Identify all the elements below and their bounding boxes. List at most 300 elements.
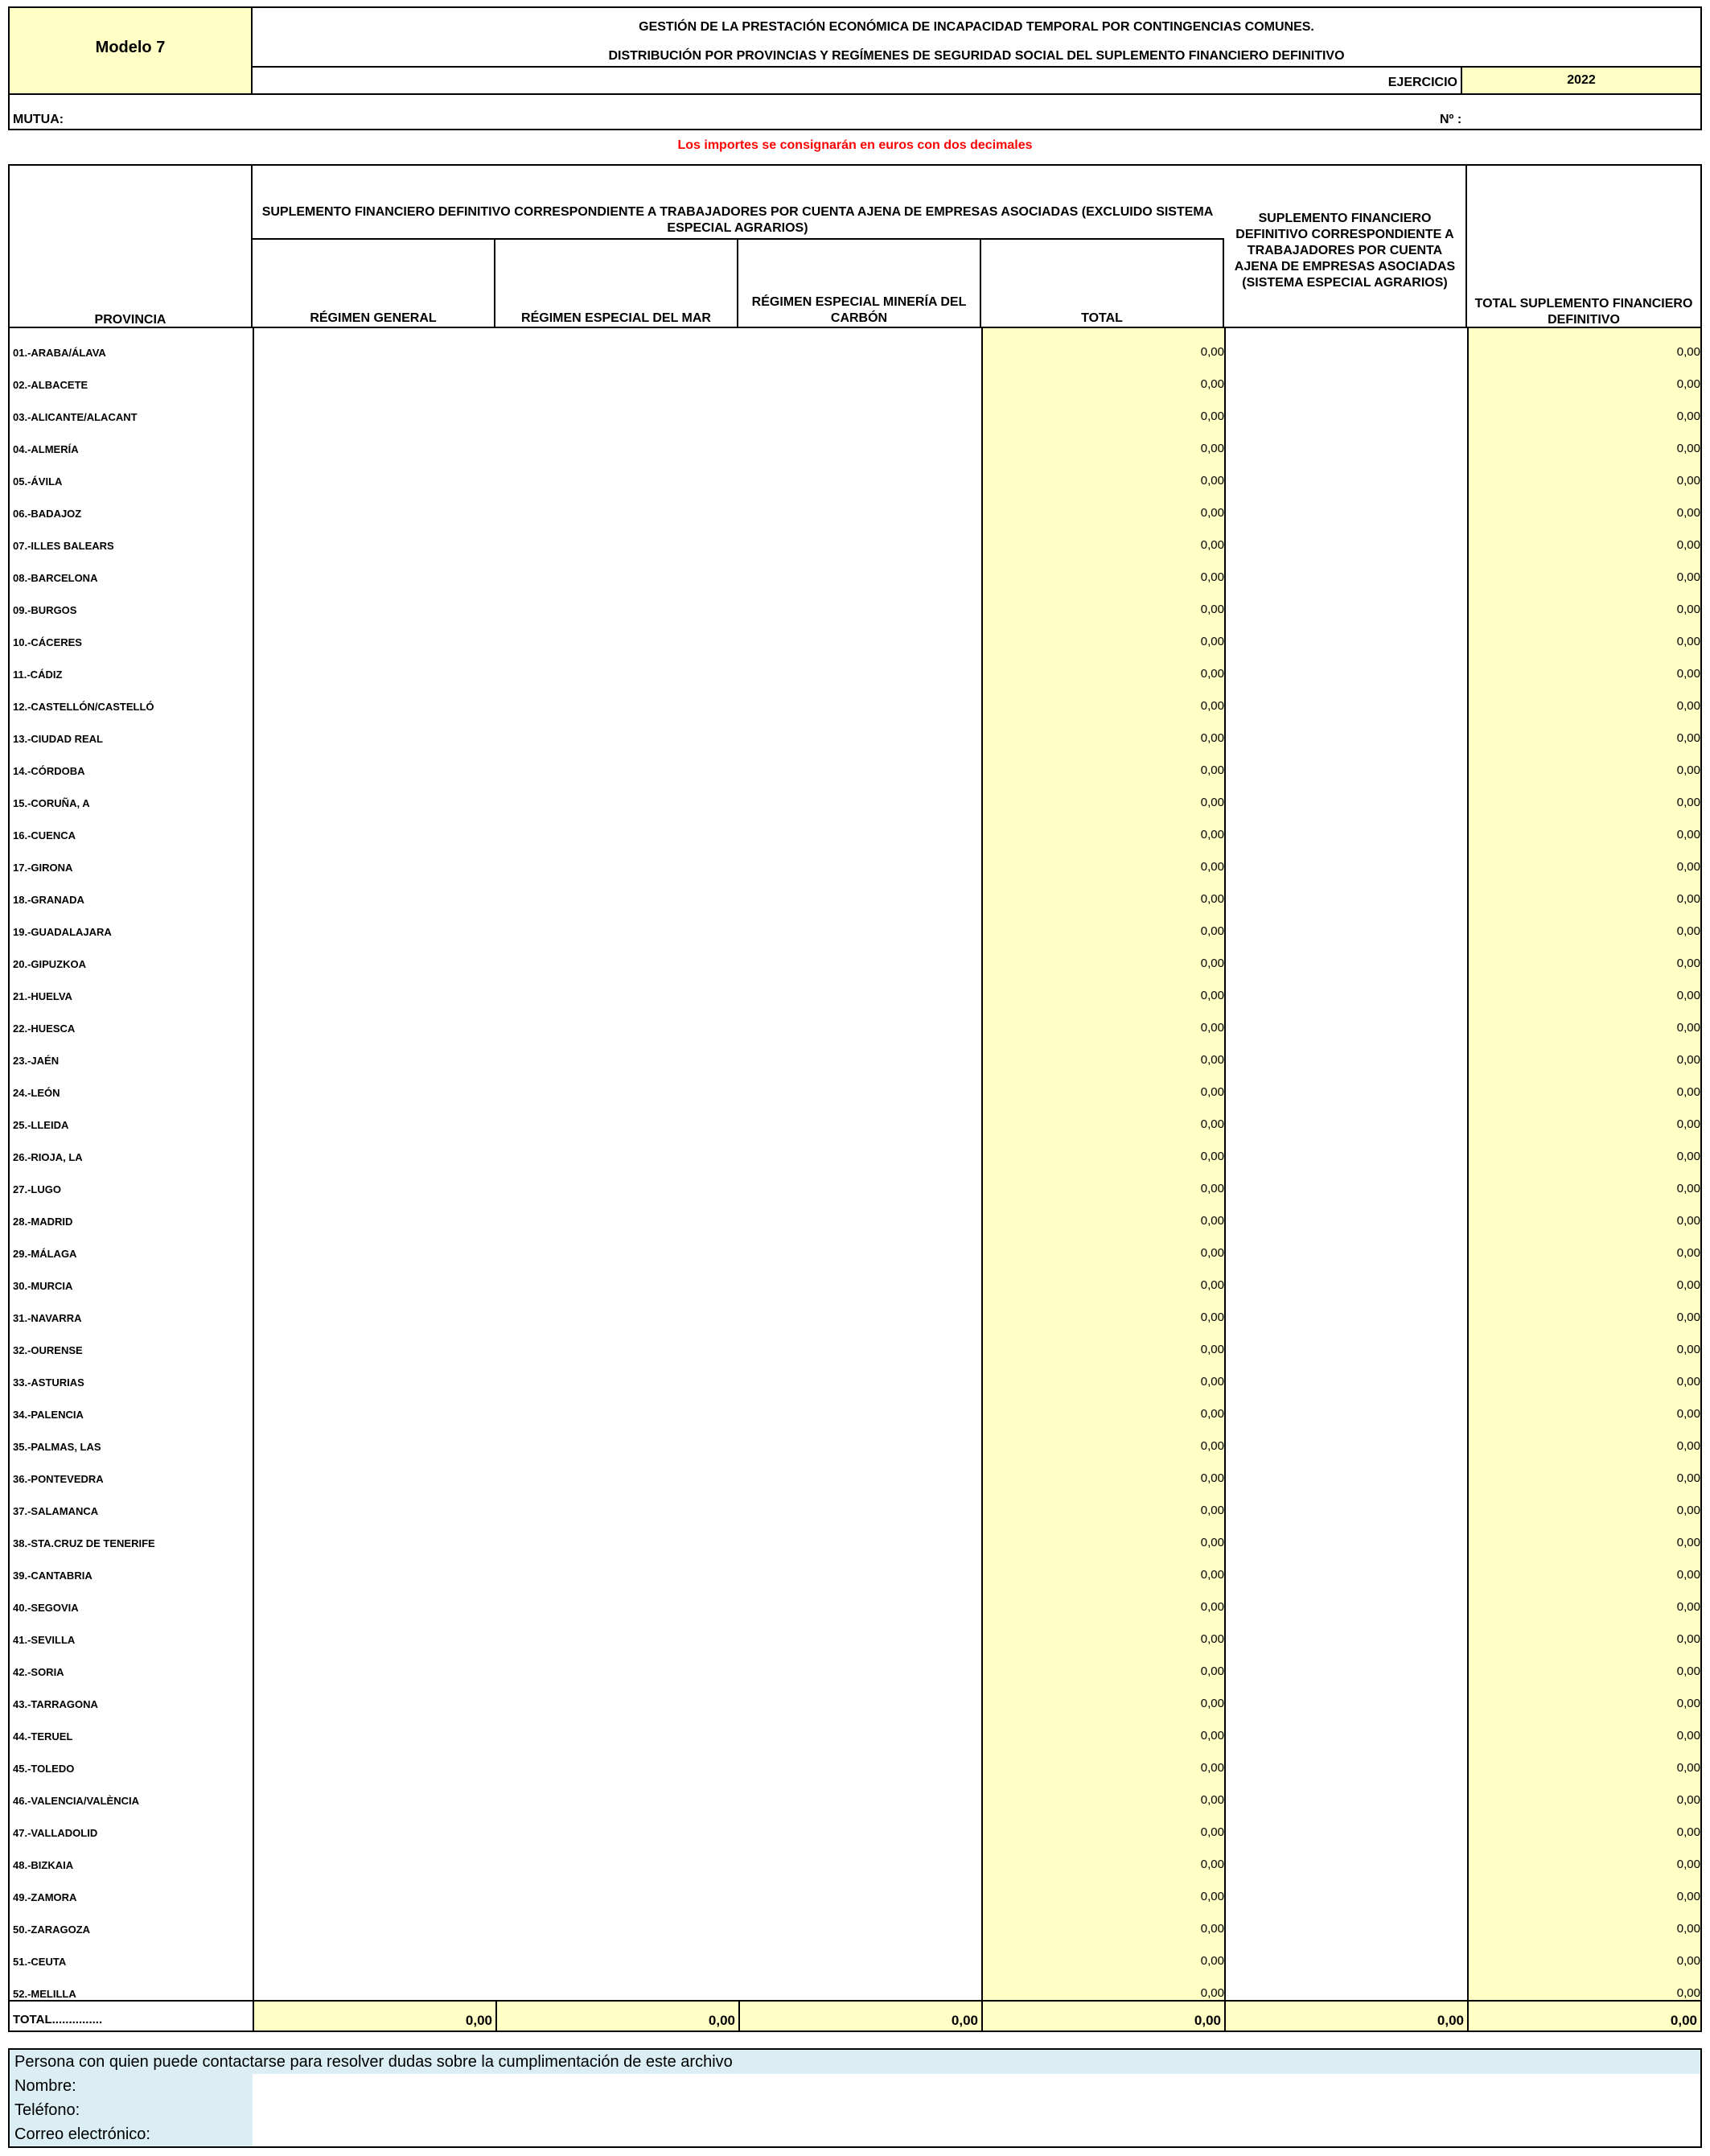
regimen-mineria-cell[interactable] — [740, 1358, 980, 1390]
regimen-general-cell[interactable] — [254, 1261, 494, 1294]
regimen-mar-cell[interactable] — [497, 553, 737, 586]
regimen-general-cell[interactable] — [254, 1390, 494, 1422]
regimen-general-cell[interactable] — [254, 1358, 494, 1390]
agrarios-cell[interactable] — [1226, 1969, 1465, 2002]
total-suplemento-cell: 0,00 — [1676, 1600, 1700, 1614]
regimen-mar-cell[interactable] — [497, 360, 737, 393]
regimen-general-cell[interactable] — [254, 1648, 494, 1680]
regimen-mineria-cell[interactable] — [740, 779, 980, 811]
provincia-cell: 39.-CANTABRIA — [13, 1570, 92, 1582]
regimen-mar-cell[interactable] — [497, 1422, 737, 1454]
agrarios-cell[interactable] — [1226, 1648, 1465, 1680]
regimen-general-cell[interactable] — [254, 1165, 494, 1197]
total-suplemento-cell: 0,00 — [1676, 1793, 1700, 1807]
total-suplemento-cell: 0,00 — [1676, 442, 1700, 455]
agrarios-cell[interactable] — [1226, 1133, 1465, 1165]
regimen-mar-cell[interactable] — [497, 1841, 737, 1873]
total-cell: 0,00 — [1200, 1471, 1224, 1485]
agrarios-cell[interactable] — [1226, 1615, 1465, 1648]
table-row — [10, 1165, 1702, 1197]
agrarios-cell[interactable] — [1226, 1326, 1465, 1358]
regimen-general-cell[interactable] — [254, 1905, 494, 1937]
regimen-general-cell[interactable] — [254, 1873, 494, 1905]
agrarios-cell[interactable] — [1226, 618, 1465, 650]
agrarios-cell[interactable] — [1226, 682, 1465, 714]
regimen-mar-cell[interactable] — [497, 425, 737, 457]
regimen-mineria-cell[interactable] — [740, 1036, 980, 1068]
total-cell: 0,00 — [1200, 924, 1224, 938]
table-row — [10, 553, 1702, 586]
regimen-mineria-cell[interactable] — [740, 1776, 980, 1808]
regimen-mar-cell[interactable] — [497, 1358, 737, 1390]
regimen-mar-cell[interactable] — [497, 1937, 737, 1969]
regimen-general-cell[interactable] — [254, 1712, 494, 1744]
regimen-mar-cell[interactable] — [497, 1776, 737, 1808]
regimen-mineria-cell[interactable] — [740, 682, 980, 714]
regimen-general-cell[interactable] — [254, 1615, 494, 1648]
agrarios-cell[interactable] — [1226, 1454, 1465, 1487]
regimen-general-cell[interactable] — [254, 521, 494, 553]
regimen-general-cell[interactable] — [254, 1422, 494, 1454]
total-cell: 0,00 — [1200, 1117, 1224, 1131]
regimen-mineria-cell[interactable] — [740, 328, 980, 360]
modelo-cell — [10, 8, 253, 93]
regimen-mineria-cell[interactable] — [740, 811, 980, 843]
provincia-cell: 36.-PONTEVEDRA — [13, 1473, 104, 1485]
agrarios-cell[interactable] — [1226, 393, 1465, 425]
agrarios-cell[interactable] — [1226, 489, 1465, 521]
table-row — [10, 393, 1702, 425]
total-cell: 0,00 — [1200, 699, 1224, 713]
regimen-general-cell[interactable] — [254, 1519, 494, 1551]
total-cell: 0,00 — [1200, 1246, 1224, 1260]
regimen-general-cell[interactable] — [254, 1068, 494, 1101]
col-total-suplemento: TOTAL SUPLEMENTO FINANCIERO DEFINITIVO — [1474, 297, 1693, 327]
regimen-mineria-cell[interactable] — [740, 714, 980, 747]
regimen-mineria-cell[interactable] — [740, 553, 980, 586]
total-cell: 0,00 — [1200, 1890, 1224, 1903]
regimen-mineria-cell[interactable] — [740, 972, 980, 1004]
provincia-cell: 47.-VALLADOLID — [13, 1827, 98, 1839]
totals-label: TOTAL............... — [13, 2013, 103, 2026]
regimen-mineria-cell[interactable] — [740, 1422, 980, 1454]
regimen-mar-cell[interactable] — [497, 972, 737, 1004]
regimen-mineria-cell[interactable] — [740, 1390, 980, 1422]
regimen-mineria-cell[interactable] — [740, 1648, 980, 1680]
regimen-general-cell[interactable] — [254, 940, 494, 972]
regimen-mineria-cell[interactable] — [740, 1551, 980, 1583]
numero-label: Nº : — [1440, 113, 1462, 126]
table-row — [10, 650, 1702, 682]
regimen-general-cell[interactable] — [254, 360, 494, 393]
agrarios-cell[interactable] — [1226, 1712, 1465, 1744]
regimen-general-cell[interactable] — [254, 843, 494, 875]
total-cell: 0,00 — [1200, 1697, 1224, 1710]
regimen-mar-cell[interactable] — [497, 1036, 737, 1068]
agrarios-cell[interactable] — [1226, 328, 1465, 360]
provincia-cell: 37.-SALAMANCA — [13, 1505, 99, 1517]
agrarios-cell[interactable] — [1226, 1905, 1465, 1937]
regimen-mar-cell[interactable] — [497, 1808, 737, 1841]
col-agrarios: SUPLEMENTO FINANCIERO DEFINITIVO CORRESPONDIENTE A TRABAJADORES POR CUENTA AJENA DE EMPRESAS ASOCIADAS (SISTEMA ESPECIAL AGRARIOS) — [1224, 166, 1467, 328]
regimen-mar-cell[interactable] — [497, 1004, 737, 1036]
regimen-general-cell[interactable] — [254, 1036, 494, 1068]
regimen-mineria-cell[interactable] — [740, 1680, 980, 1712]
regimen-general-cell[interactable] — [254, 1004, 494, 1036]
provincia-cell: 18.-GRANADA — [13, 894, 84, 906]
regimen-general-cell[interactable] — [254, 1487, 494, 1519]
regimen-general-cell[interactable] — [254, 714, 494, 747]
regimen-mineria-cell[interactable] — [740, 875, 980, 907]
table-row — [10, 1326, 1702, 1358]
provincia-cell: 06.-BADAJOZ — [13, 508, 82, 520]
provincia-cell: 27.-LUGO — [13, 1183, 61, 1195]
agrarios-cell[interactable] — [1226, 843, 1465, 875]
agrarios-cell[interactable] — [1226, 1165, 1465, 1197]
provincia-cell: 17.-GIRONA — [13, 862, 73, 874]
regimen-general-cell[interactable] — [254, 811, 494, 843]
regimen-mar-cell[interactable] — [497, 747, 737, 779]
total-suplemento-cell: 0,00 — [1676, 1729, 1700, 1742]
regimen-mar-cell[interactable] — [497, 521, 737, 553]
regimen-mineria-cell[interactable] — [740, 1712, 980, 1744]
regimen-general-cell[interactable] — [254, 1969, 494, 2002]
regimen-mar-cell[interactable] — [497, 1712, 737, 1744]
regimen-mineria-cell[interactable] — [740, 747, 980, 779]
agrarios-cell[interactable] — [1226, 1068, 1465, 1101]
regimen-mar-cell[interactable] — [497, 328, 737, 360]
agrarios-cell[interactable] — [1226, 457, 1465, 489]
provincia-cell: 08.-BARCELONA — [13, 572, 98, 584]
table-row — [10, 714, 1702, 747]
table-row — [10, 1197, 1702, 1229]
regimen-mineria-cell[interactable] — [740, 1133, 980, 1165]
regimen-mar-cell[interactable] — [497, 1197, 737, 1229]
agrarios-cell[interactable] — [1226, 586, 1465, 618]
regimen-mar-cell[interactable] — [497, 1294, 737, 1326]
regimen-mar-cell[interactable] — [497, 940, 737, 972]
provincia-cell: 24.-LEÓN — [13, 1087, 60, 1099]
regimen-mineria-cell[interactable] — [740, 1294, 980, 1326]
title-line-1: GESTIÓN DE LA PRESTACIÓN ECONÓMICA DE INCAPACIDAD TEMPORAL POR CONTINGENCIAS COMUNES. — [639, 20, 1314, 34]
regimen-mineria-cell[interactable] — [740, 1004, 980, 1036]
agrarios-cell[interactable] — [1226, 907, 1465, 940]
total-suplemento-cell: 0,00 — [1676, 1053, 1700, 1067]
table-row — [10, 1712, 1702, 1744]
agrarios-cell[interactable] — [1226, 1487, 1465, 1519]
agrarios-cell[interactable] — [1226, 1680, 1465, 1712]
agrarios-cell[interactable] — [1226, 747, 1465, 779]
provincia-cell: 12.-CASTELLÓN/CASTELLÓ — [13, 701, 154, 713]
provincia-cell: 21.-HUELVA — [13, 990, 72, 1002]
regimen-mar-cell[interactable] — [497, 1068, 737, 1101]
regimen-mineria-cell[interactable] — [740, 843, 980, 875]
regimen-general-cell[interactable] — [254, 1680, 494, 1712]
agrarios-cell[interactable] — [1226, 1422, 1465, 1454]
regimen-mar-cell[interactable] — [497, 1680, 737, 1712]
agrarios-cell[interactable] — [1226, 811, 1465, 843]
regimen-mar-cell[interactable] — [497, 1390, 737, 1422]
regimen-general-cell[interactable] — [254, 1744, 494, 1776]
regimen-general-cell[interactable] — [254, 1776, 494, 1808]
regimen-mar-cell[interactable] — [497, 586, 737, 618]
provincia-cell: 34.-PALENCIA — [13, 1409, 84, 1421]
regimen-mar-cell[interactable] — [497, 1873, 737, 1905]
regimen-mineria-cell[interactable] — [740, 1197, 980, 1229]
agrarios-cell[interactable] — [1226, 1197, 1465, 1229]
telefono-input[interactable] — [253, 2098, 1700, 2122]
provincia-cell: 11.-CÁDIZ — [13, 669, 63, 681]
regimen-mar-cell[interactable] — [497, 393, 737, 425]
regimen-mineria-cell[interactable] — [740, 1229, 980, 1261]
regimen-general-cell[interactable] — [254, 328, 494, 360]
total-regimen-general: 0,00 — [253, 2002, 495, 2031]
provincia-cell: 40.-SEGOVIA — [13, 1602, 79, 1614]
regimen-mar-cell[interactable] — [497, 1326, 737, 1358]
total-cell: 0,00 — [1200, 989, 1224, 1002]
total-suplemento-cell: 0,00 — [1676, 345, 1700, 359]
regimen-mar-cell[interactable] — [497, 1487, 737, 1519]
total-suplemento-cell: 0,00 — [1676, 1471, 1700, 1485]
provincia-cell: 45.-TOLEDO — [13, 1763, 75, 1775]
regimen-mineria-cell[interactable] — [740, 521, 980, 553]
regimen-general-cell[interactable] — [254, 553, 494, 586]
correo-input[interactable] — [253, 2122, 1700, 2146]
regimen-mineria-cell[interactable] — [740, 1487, 980, 1519]
regimen-mar-cell[interactable] — [497, 907, 737, 940]
regimen-general-cell[interactable] — [254, 1101, 494, 1133]
regimen-mar-cell[interactable] — [497, 1261, 737, 1294]
regimen-general-cell[interactable] — [254, 425, 494, 457]
regimen-mineria-cell[interactable] — [740, 1519, 980, 1551]
provincia-cell: 22.-HUESCA — [13, 1022, 76, 1035]
table-row — [10, 1905, 1702, 1937]
regimen-mar-cell[interactable] — [497, 843, 737, 875]
regimen-mar-cell[interactable] — [497, 811, 737, 843]
provincia-cell: 31.-NAVARRA — [13, 1312, 82, 1324]
regimen-general-cell[interactable] — [254, 1808, 494, 1841]
regimen-mar-cell[interactable] — [497, 1133, 737, 1165]
table-row — [10, 1680, 1702, 1712]
agrarios-cell[interactable] — [1226, 972, 1465, 1004]
regimen-mar-cell[interactable] — [497, 1905, 737, 1937]
total-cell: 0,00 — [1200, 409, 1224, 423]
regimen-mar-cell[interactable] — [497, 1583, 737, 1615]
regimen-mar-cell[interactable] — [497, 1969, 737, 2002]
agrarios-cell[interactable] — [1226, 1004, 1465, 1036]
agrarios-cell[interactable] — [1226, 1390, 1465, 1422]
agrarios-cell[interactable] — [1226, 779, 1465, 811]
table-row — [10, 747, 1702, 779]
provincia-cell: 05.-ÁVILA — [13, 475, 63, 488]
agrarios-cell[interactable] — [1226, 1101, 1465, 1133]
regimen-general-cell[interactable] — [254, 1454, 494, 1487]
regimen-mar-cell[interactable] — [497, 457, 737, 489]
total-regimen-mineria: 0,00 — [738, 2002, 981, 2031]
regimen-mineria-cell[interactable] — [740, 940, 980, 972]
ejercicio-label: EJERCICIO — [1387, 76, 1457, 89]
total-cell: 0,00 — [1200, 1986, 1224, 2000]
regimen-mar-cell[interactable] — [497, 1648, 737, 1680]
regimen-mineria-cell[interactable] — [740, 1454, 980, 1487]
regimen-general-cell[interactable] — [254, 1229, 494, 1261]
regimen-mineria-cell[interactable] — [740, 1615, 980, 1648]
regimen-general-cell[interactable] — [254, 618, 494, 650]
agrarios-cell[interactable] — [1226, 1583, 1465, 1615]
total-suplemento-cell: 0,00 — [1676, 1890, 1700, 1903]
regimen-general-cell[interactable] — [254, 393, 494, 425]
total-cell: 0,00 — [1200, 506, 1224, 520]
regimen-general-cell[interactable] — [254, 779, 494, 811]
regimen-general-cell[interactable] — [254, 1551, 494, 1583]
agrarios-cell[interactable] — [1226, 1841, 1465, 1873]
total-suplemento-cell: 0,00 — [1676, 1182, 1700, 1195]
regimen-mar-cell[interactable] — [497, 618, 737, 650]
regimen-mineria-cell[interactable] — [740, 393, 980, 425]
agrarios-cell[interactable] — [1226, 1294, 1465, 1326]
agrarios-cell[interactable] — [1226, 1358, 1465, 1390]
regimen-mineria-cell[interactable] — [740, 1101, 980, 1133]
agrarios-cell[interactable] — [1226, 553, 1465, 586]
regimen-general-cell[interactable] — [254, 1583, 494, 1615]
regimen-mineria-cell[interactable] — [740, 1873, 980, 1905]
regimen-general-cell[interactable] — [254, 1197, 494, 1229]
total-suplemento-cell: 0,00 — [1676, 796, 1700, 809]
agrarios-cell[interactable] — [1226, 1808, 1465, 1841]
totals-row — [10, 2000, 1700, 2031]
regimen-mar-cell[interactable] — [497, 1551, 737, 1583]
regimen-mar-cell[interactable] — [497, 1454, 737, 1487]
agrarios-cell[interactable] — [1226, 875, 1465, 907]
regimen-general-cell[interactable] — [254, 907, 494, 940]
regimen-general-cell[interactable] — [254, 489, 494, 521]
total-cell: 0,00 — [1200, 1568, 1224, 1582]
total-cell: 0,00 — [1200, 1375, 1224, 1389]
regimen-mar-cell[interactable] — [497, 875, 737, 907]
regimen-general-cell[interactable] — [254, 586, 494, 618]
table-row — [10, 1551, 1702, 1583]
total-cell: 0,00 — [1200, 667, 1224, 681]
regimen-mineria-cell[interactable] — [740, 425, 980, 457]
regimen-general-cell[interactable] — [254, 1326, 494, 1358]
regimen-general-cell[interactable] — [254, 1133, 494, 1165]
total-suplemento-cell: 0,00 — [1676, 989, 1700, 1002]
table-row — [10, 1101, 1702, 1133]
regimen-mineria-cell[interactable] — [740, 907, 980, 940]
regimen-mineria-cell[interactable] — [740, 618, 980, 650]
regimen-mineria-cell[interactable] — [740, 1744, 980, 1776]
total-suplemento-cell: 0,00 — [1676, 1278, 1700, 1292]
agrarios-cell[interactable] — [1226, 521, 1465, 553]
agrarios-cell[interactable] — [1226, 360, 1465, 393]
regimen-general-cell[interactable] — [254, 1841, 494, 1873]
regimen-mineria-cell[interactable] — [740, 1165, 980, 1197]
nombre-input[interactable] — [253, 2074, 1700, 2098]
provincia-cell: 03.-ALICANTE/ALACANT — [13, 411, 138, 423]
regimen-mineria-cell[interactable] — [740, 360, 980, 393]
table-row — [10, 1004, 1702, 1036]
regimen-mineria-cell[interactable] — [740, 1969, 980, 2002]
regimen-general-cell[interactable] — [254, 1937, 494, 1969]
agrarios-cell[interactable] — [1226, 940, 1465, 972]
total-agrarios: 0,00 — [1224, 2002, 1467, 2031]
regimen-mineria-cell[interactable] — [740, 457, 980, 489]
provincia-cell: 30.-MURCIA — [13, 1280, 73, 1292]
regimen-mineria-cell[interactable] — [740, 1068, 980, 1101]
agrarios-cell[interactable] — [1226, 1036, 1465, 1068]
agrarios-cell[interactable] — [1226, 1937, 1465, 1969]
regimen-mineria-cell[interactable] — [740, 1841, 980, 1873]
regimen-mar-cell[interactable] — [497, 682, 737, 714]
regimen-mineria-cell[interactable] — [740, 586, 980, 618]
table-row — [10, 1261, 1702, 1294]
regimen-mar-cell[interactable] — [497, 1744, 737, 1776]
regimen-mineria-cell[interactable] — [740, 1937, 980, 1969]
table-row — [10, 972, 1702, 1004]
total-cell: 0,00 — [1200, 796, 1224, 809]
agrarios-cell[interactable] — [1226, 1229, 1465, 1261]
total-suplemento-cell: 0,00 — [1676, 763, 1700, 777]
agrarios-cell[interactable] — [1226, 425, 1465, 457]
agrarios-cell[interactable] — [1226, 1776, 1465, 1808]
total-cell: 0,00 — [1200, 1150, 1224, 1163]
regimen-mineria-cell[interactable] — [740, 1808, 980, 1841]
regimen-mar-cell[interactable] — [497, 714, 737, 747]
total-cell: 0,00 — [1200, 1729, 1224, 1742]
agrarios-cell[interactable] — [1226, 714, 1465, 747]
agrarios-cell[interactable] — [1226, 1873, 1465, 1905]
ejercicio-value[interactable]: 2022 — [1461, 68, 1700, 93]
regimen-mar-cell[interactable] — [497, 1101, 737, 1133]
regimen-general-cell[interactable] — [254, 875, 494, 907]
col-regimen-mineria: RÉGIMEN ESPECIAL MINERÍA DEL CARBÓN — [738, 238, 981, 328]
agrarios-cell[interactable] — [1226, 1261, 1465, 1294]
provincia-cell: 50.-ZARAGOZA — [13, 1924, 91, 1936]
mutua-input[interactable] — [82, 97, 1369, 127]
agrarios-cell[interactable] — [1226, 1744, 1465, 1776]
regimen-mar-cell[interactable] — [497, 650, 737, 682]
col-provincia: PROVINCIA — [10, 166, 253, 328]
agrarios-cell[interactable] — [1226, 1519, 1465, 1551]
agrarios-cell[interactable] — [1226, 1551, 1465, 1583]
regimen-mineria-cell[interactable] — [740, 1583, 980, 1615]
regimen-mineria-cell[interactable] — [740, 650, 980, 682]
agrarios-cell[interactable] — [1226, 650, 1465, 682]
regimen-general-cell[interactable] — [254, 972, 494, 1004]
regimen-mineria-cell[interactable] — [740, 1326, 980, 1358]
total-suplemento-cell: 0,00 — [1676, 635, 1700, 648]
total-suplemento-cell: 0,00 — [1676, 699, 1700, 713]
regimen-mar-cell[interactable] — [497, 779, 737, 811]
regimen-general-cell[interactable] — [254, 747, 494, 779]
total-suplemento-cell: 0,00 — [1676, 1632, 1700, 1646]
regimen-mineria-cell[interactable] — [740, 489, 980, 521]
numero-input[interactable] — [1474, 97, 1699, 127]
regimen-mar-cell[interactable] — [497, 1615, 737, 1648]
regimen-mineria-cell[interactable] — [740, 1905, 980, 1937]
regimen-mar-cell[interactable] — [497, 489, 737, 521]
regimen-mar-cell[interactable] — [497, 1165, 737, 1197]
regimen-general-cell[interactable] — [254, 650, 494, 682]
regimen-general-cell[interactable] — [254, 682, 494, 714]
regimen-mar-cell[interactable] — [497, 1519, 737, 1551]
regimen-mineria-cell[interactable] — [740, 1261, 980, 1294]
table-row — [10, 425, 1702, 457]
regimen-general-cell[interactable] — [254, 1294, 494, 1326]
total-cell: 0,00 — [1200, 1858, 1224, 1871]
regimen-mar-cell[interactable] — [497, 1229, 737, 1261]
regimen-general-cell[interactable] — [254, 457, 494, 489]
